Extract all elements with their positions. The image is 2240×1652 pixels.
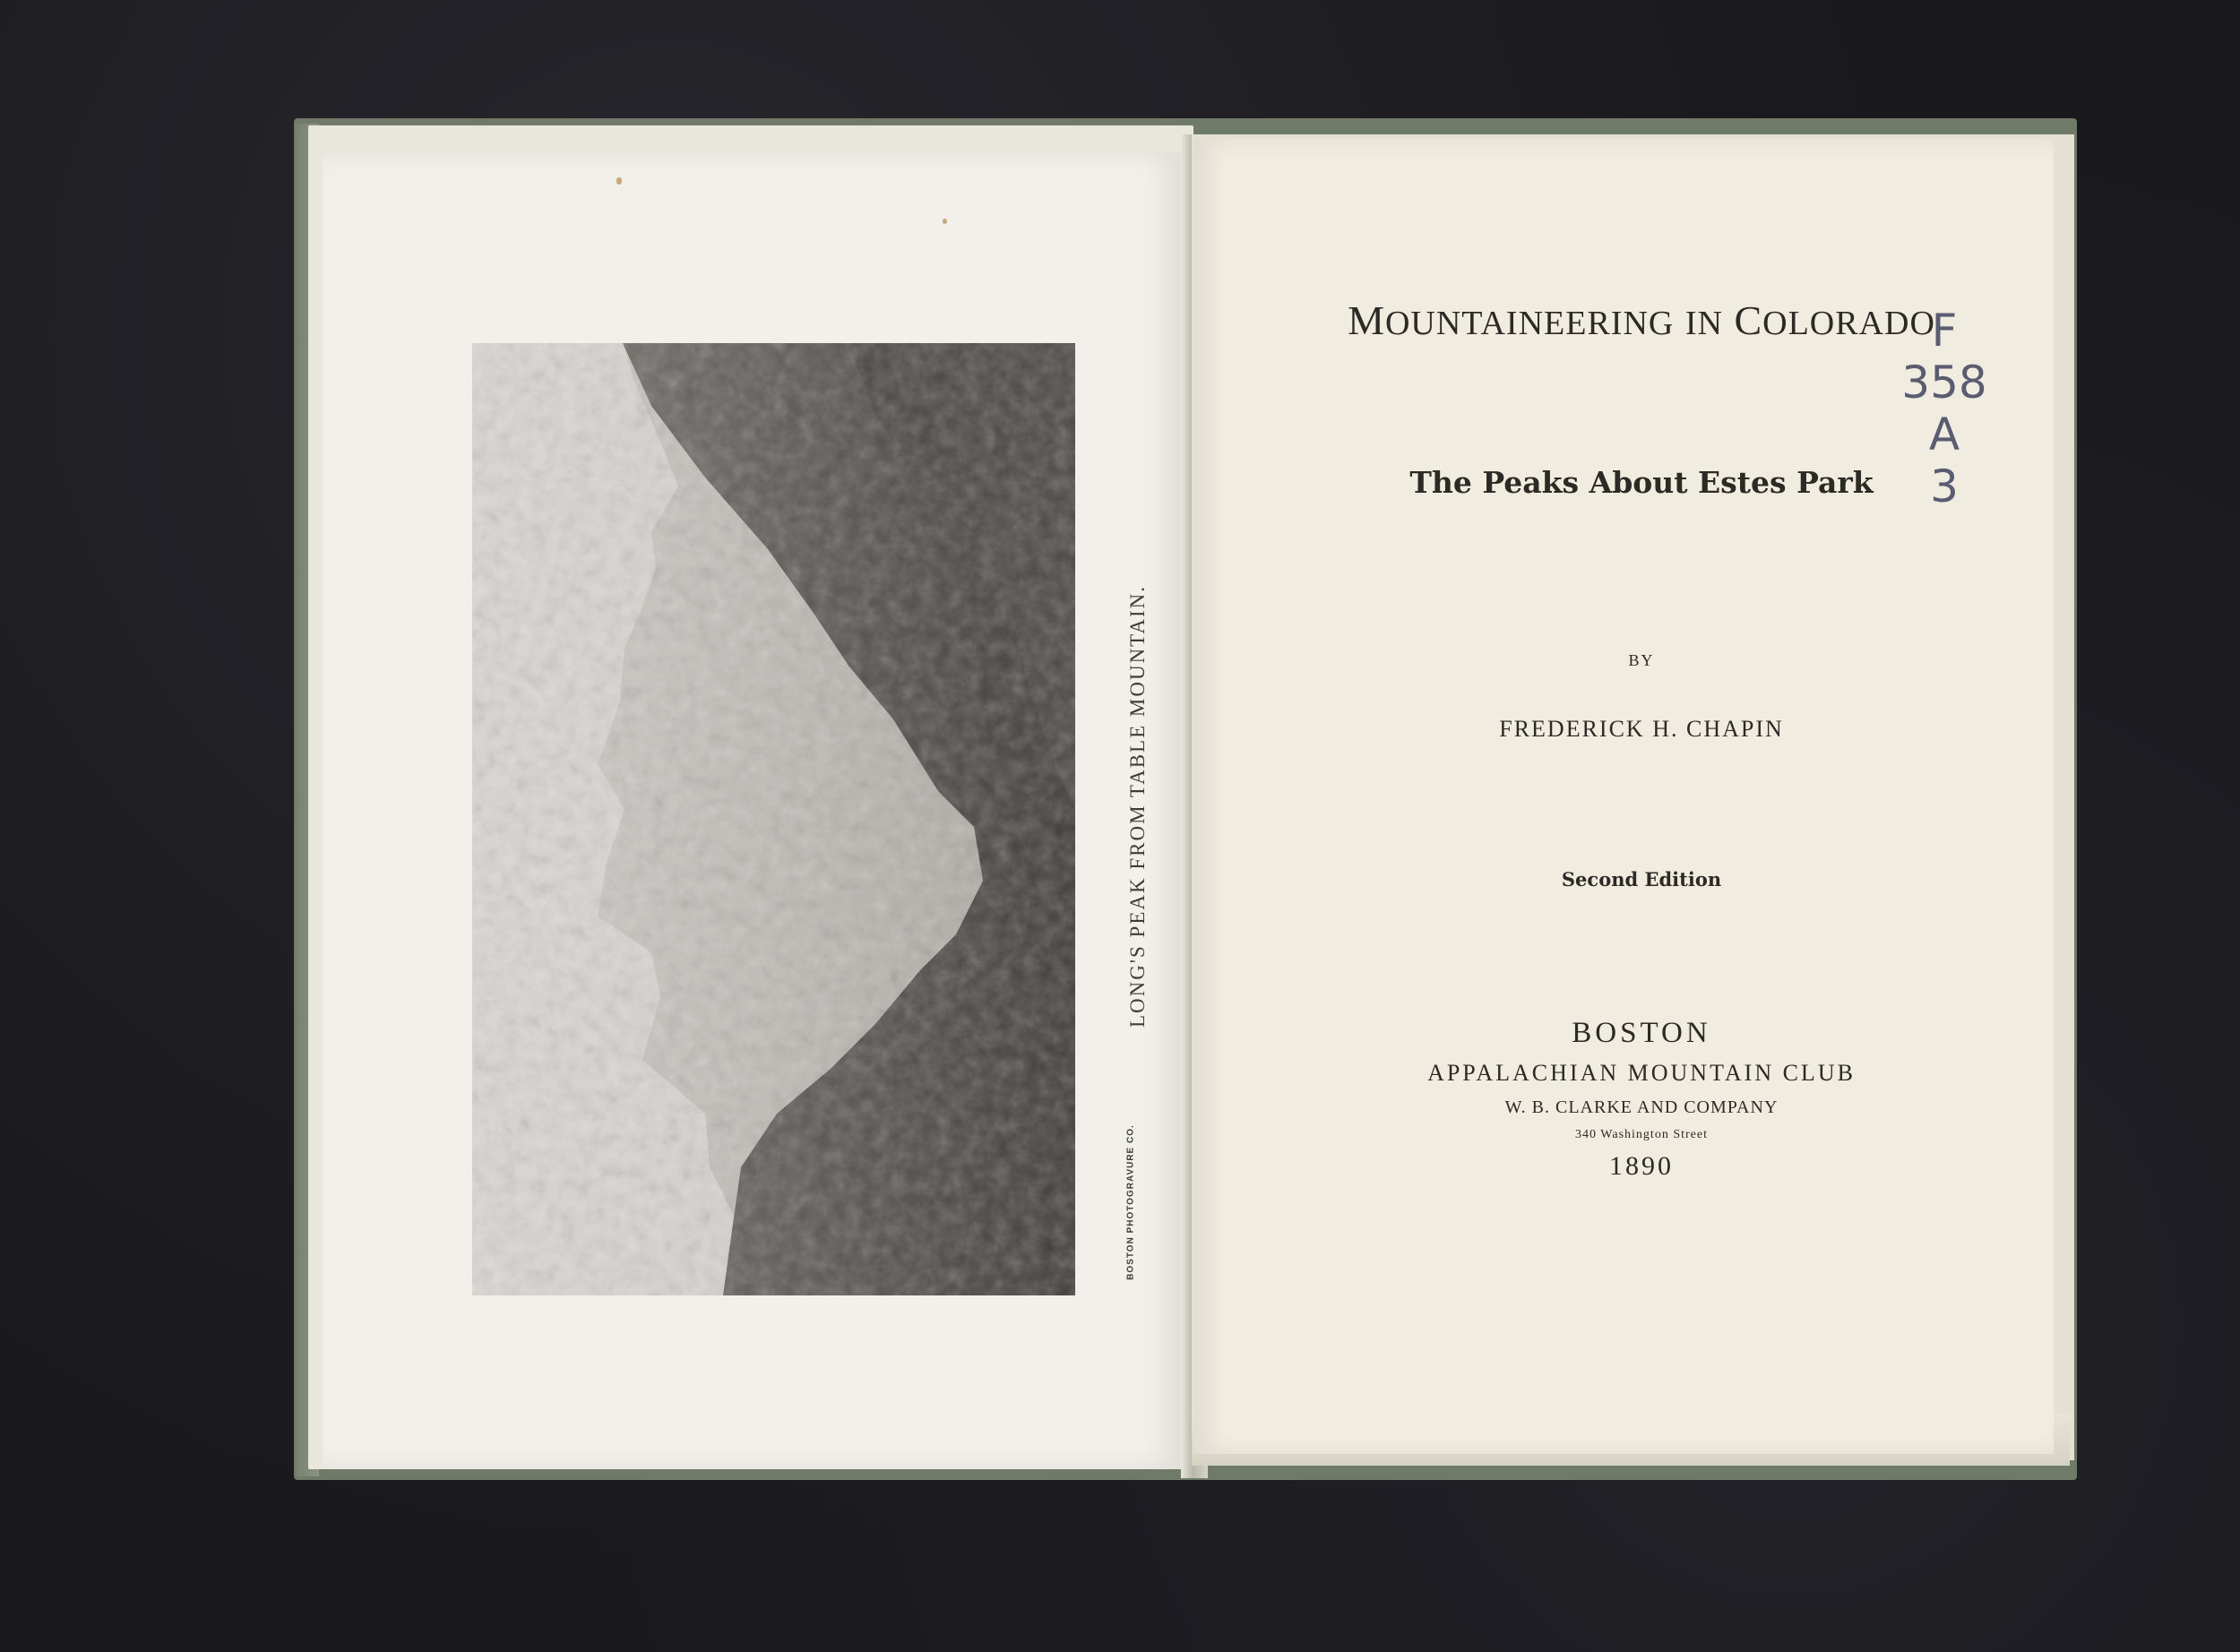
foxing-spot: [616, 177, 622, 185]
publication-year: 1890: [1609, 1151, 1674, 1181]
plate-caption: LONG'S PEAK FROM TABLE MOUNTAIN.: [1126, 584, 1149, 1028]
frontispiece-plate: [472, 343, 1075, 1295]
by-line: BY: [1628, 651, 1655, 669]
mountain-photograph: [472, 343, 1075, 1295]
foxing-spot: [943, 219, 947, 224]
book-subtitle: The Peaks About Estes Park: [1409, 465, 1874, 500]
publisher-name: APPALACHIAN MOUNTAIN CLUB: [1427, 1060, 1856, 1086]
book-title: MOUNTAINEERING IN COLORADO: [1348, 297, 1935, 343]
call-number-line: 3: [1930, 460, 1959, 512]
author-name: FREDERICK H. CHAPIN: [1499, 716, 1784, 742]
publisher-address: 340 Washington Street: [1575, 1128, 1708, 1141]
printer-name: W. B. CLARKE AND COMPANY: [1504, 1097, 1779, 1117]
edition-label: Second Edition: [1561, 868, 1722, 891]
handwritten-call-number: [1882, 305, 2007, 512]
call-number-line: F: [1931, 305, 1958, 357]
publication-city: BOSTON: [1572, 1017, 1711, 1049]
plate-credit: BOSTON PHOTOGRAVURE CO.: [1125, 1124, 1136, 1280]
call-number-line: 358: [1901, 357, 1987, 409]
call-number-line: A: [1928, 409, 1960, 460]
